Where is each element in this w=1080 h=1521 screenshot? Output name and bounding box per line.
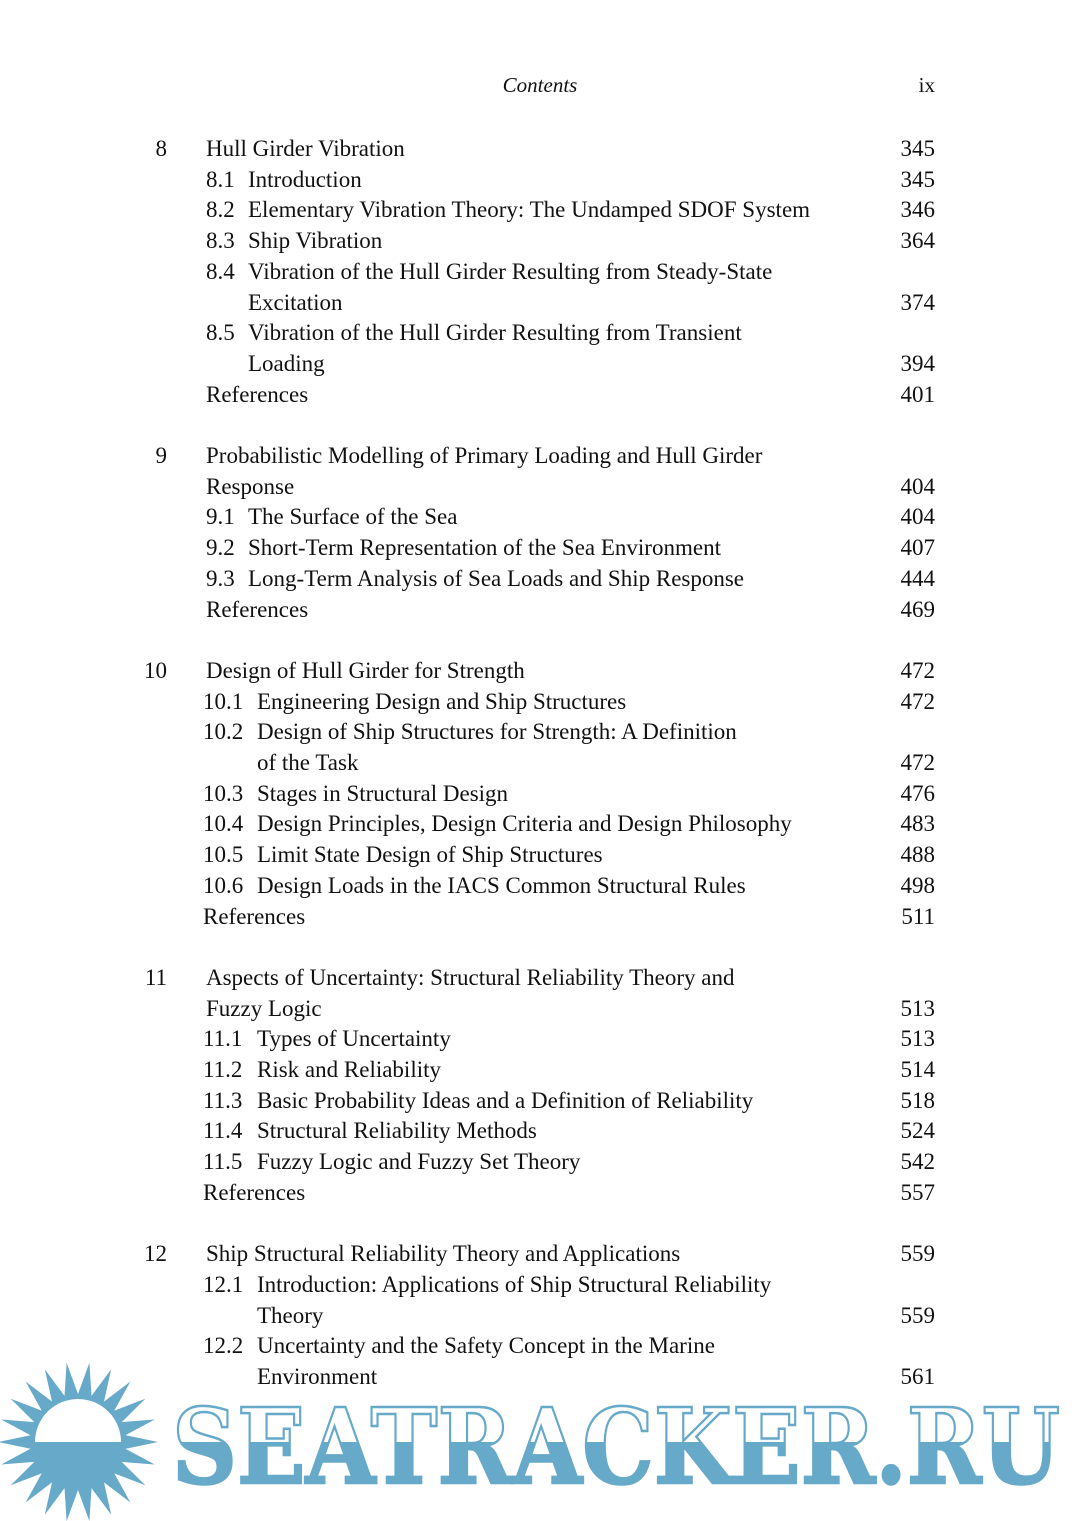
- section-number: 8.5: [206, 320, 235, 346]
- references-entry: References: [206, 381, 309, 407]
- section-title: The Surface of the Sea: [248, 504, 458, 530]
- section-number: 10.2: [203, 719, 244, 745]
- section-title: Vibration of the Hull Girder Resulting from Transient: [248, 320, 742, 346]
- section-page: 514: [900, 1057, 935, 1082]
- chapter-number: 8: [155, 136, 167, 161]
- section-page: 513: [900, 1026, 935, 1052]
- section-title: Types of Uncertainty: [257, 1026, 451, 1052]
- section-title: Design of Ship Structures for Strength: A Definition: [257, 719, 737, 745]
- references-entry: References: [206, 596, 309, 622]
- section-title: Uncertainty and the Safety Concept in the Marine: [257, 1333, 715, 1359]
- chapter-page: 513: [900, 995, 935, 1021]
- section-title: Introduction: Applications of Ship Structural Reliability: [257, 1271, 772, 1297]
- chapter-title: Probabilistic Modelling of Primary Loading and Hull Girder: [206, 443, 763, 468]
- section-number: 8.2: [206, 197, 235, 223]
- section-number: 8.4: [206, 258, 235, 284]
- chapter-number: 11: [144, 964, 167, 990]
- references-page: 511: [901, 903, 935, 929]
- section-number: 9.3: [206, 565, 235, 591]
- section-number: 9.2: [206, 535, 235, 561]
- section-page: 518: [900, 1087, 935, 1113]
- references-page: 401: [900, 381, 935, 407]
- section-number: 10.6: [203, 872, 244, 898]
- section-number: 11.1: [203, 1026, 243, 1052]
- references-page: 469: [900, 596, 935, 622]
- section-page: 444: [900, 565, 935, 591]
- section-page: 561: [900, 1364, 935, 1389]
- section-title: Design Loads in the IACS Common Structural Rules: [257, 872, 746, 898]
- section-number: 10.4: [203, 811, 244, 837]
- section-number: 10.1: [203, 688, 244, 714]
- section-title: Short-Term Representation of the Sea Environment: [248, 535, 721, 561]
- section-title: Risk and Reliability: [257, 1057, 441, 1082]
- section-title: Excitation: [248, 289, 343, 315]
- section-title: Engineering Design and Ship Structures: [257, 688, 627, 714]
- section-page: 364: [900, 228, 935, 254]
- section-title: Stages in Structural Design: [257, 780, 509, 806]
- section-page: 407: [900, 535, 935, 561]
- section-page: 542: [900, 1149, 935, 1175]
- section-page: 346: [900, 197, 935, 223]
- chapter-number: 12: [144, 1241, 167, 1267]
- section-title: Ship Vibration: [248, 228, 383, 254]
- section-number: 8.3: [206, 228, 235, 254]
- section-page: 488: [900, 842, 935, 868]
- chapter-title: Response: [206, 473, 295, 499]
- section-title: Fuzzy Logic and Fuzzy Set Theory: [257, 1149, 581, 1175]
- chapter-page: 472: [900, 657, 935, 683]
- section-title: of the Task: [257, 750, 359, 775]
- section-title: Limit State Design of Ship Structures: [257, 842, 603, 868]
- references-entry: References: [203, 903, 306, 929]
- chapter-page: 559: [900, 1241, 935, 1267]
- section-number: 12.1: [203, 1271, 244, 1297]
- chapter-page: 404: [900, 473, 935, 499]
- section-page: 498: [900, 872, 935, 898]
- section-number: 8.1: [206, 166, 235, 192]
- section-number: 10.3: [203, 780, 244, 806]
- section-title: Loading: [248, 350, 325, 376]
- chapter-title: Aspects of Uncertainty: Structural Reliability Theory and: [206, 964, 735, 990]
- section-title: Vibration of the Hull Girder Resulting from Steady-State: [248, 258, 773, 284]
- section-page: 483: [900, 811, 935, 837]
- references-entry: References: [203, 1179, 306, 1205]
- section-number: 11.2: [203, 1057, 243, 1082]
- section-page: 476: [900, 780, 935, 806]
- section-page: 345: [900, 166, 935, 192]
- section-page: 472: [900, 688, 935, 714]
- chapter-title: Hull Girder Vibration: [206, 136, 405, 161]
- section-page: 374: [900, 289, 935, 315]
- section-page: 559: [900, 1302, 935, 1328]
- section-title: Structural Reliability Methods: [257, 1118, 537, 1144]
- chapter-number: 9: [155, 443, 167, 468]
- section-number: 12.2: [203, 1333, 244, 1359]
- section-title: Long-Term Analysis of Sea Loads and Ship Response: [248, 565, 745, 591]
- sun-icon: [0, 1363, 158, 1521]
- section-number: 11.5: [203, 1149, 243, 1175]
- chapter-number: 10: [144, 657, 167, 683]
- section-title: Elementary Vibration Theory: The Undamped SDOF System: [248, 197, 811, 223]
- section-page: 394: [900, 350, 935, 376]
- section-page: 404: [900, 504, 935, 530]
- running-header-title: Contents: [502, 73, 578, 97]
- section-title: Design Principles, Design Criteria and Design Philosophy: [257, 811, 792, 837]
- section-page: 472: [900, 750, 935, 775]
- chapter-title: Design of Hull Girder for Strength: [206, 657, 525, 683]
- section-number: 9.1: [206, 504, 235, 530]
- section-number: 10.5: [203, 842, 244, 868]
- references-page: 557: [900, 1179, 935, 1205]
- section-number: 11.4: [203, 1118, 243, 1144]
- chapter-title: Fuzzy Logic: [206, 995, 322, 1021]
- section-title: Introduction: [248, 166, 362, 192]
- chapter-title: Ship Structural Reliability Theory and Applications: [206, 1241, 681, 1267]
- watermark-logo: [0, 1360, 1080, 1521]
- section-number: 11.3: [203, 1087, 243, 1113]
- watermark-text: SEATRACKER.RU: [172, 1385, 1060, 1508]
- section-page: 524: [900, 1118, 935, 1144]
- page-number: ix: [918, 73, 935, 97]
- section-title: Basic Probability Ideas and a Definition of Reliability: [257, 1087, 754, 1113]
- chapter-page: 345: [900, 136, 935, 161]
- section-title: Theory: [257, 1302, 324, 1328]
- section-title: Environment: [257, 1364, 378, 1389]
